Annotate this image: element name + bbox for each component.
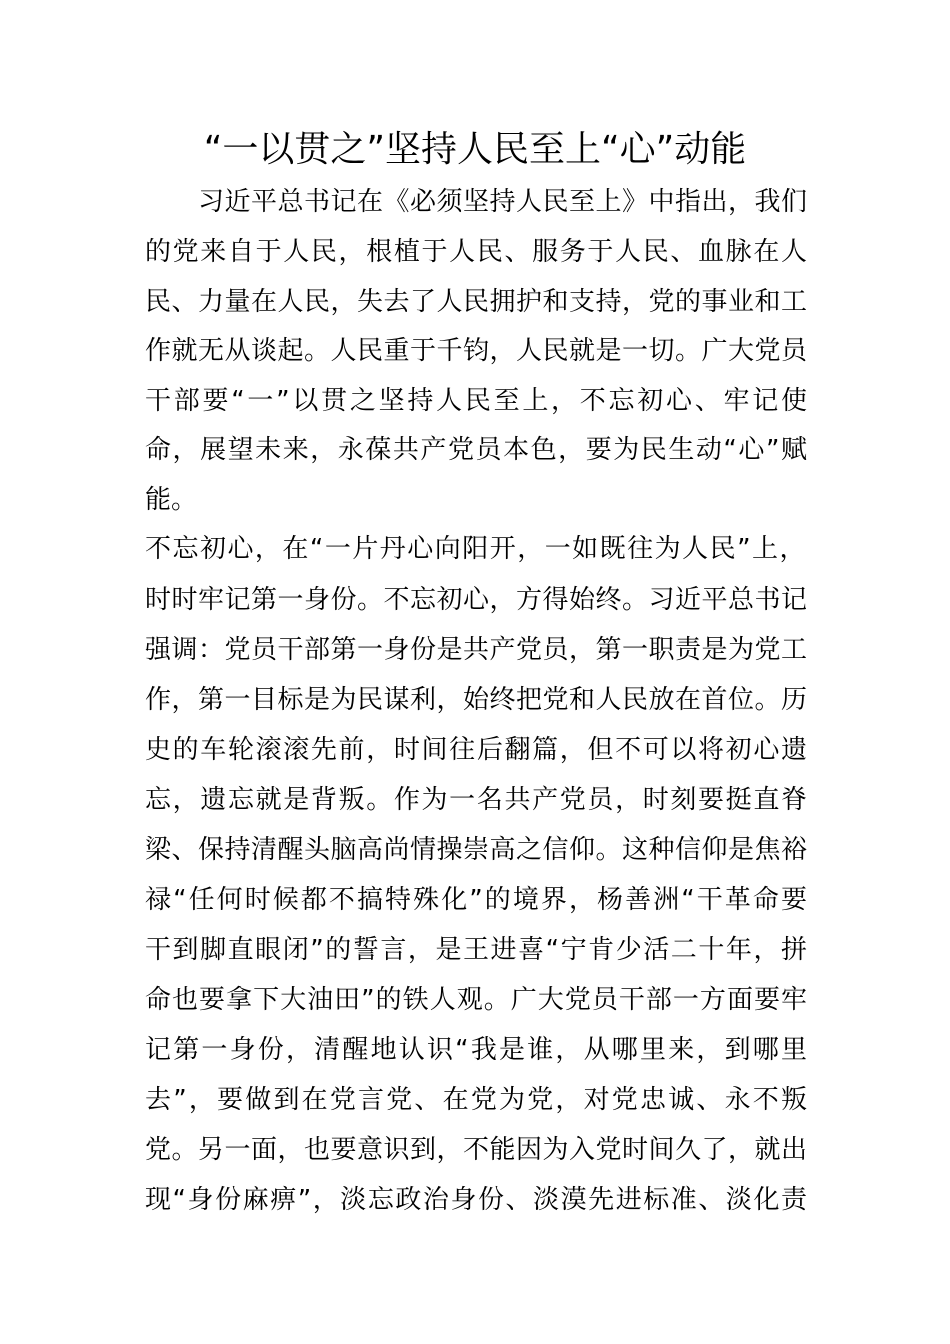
body-text-line: 时时牢记第一身份。不忘初心，方得始终。习近平总书记 (145, 585, 808, 615)
body-text-line: 去”，要做到在党言党、在党为党，对党忠诚、永不叛 (145, 1085, 810, 1115)
body-text-line: 干部要“一”以贯之坚持人民至上，不忘初心、牢记使 (145, 386, 810, 416)
body-text-line: 强调：党员干部第一身份是共产党员，第一职责是为党工 (145, 635, 808, 665)
body-text-line: 史的车轮滚滚先前，时间往后翻篇，但不可以将初心遗 (145, 735, 809, 765)
body-text-line: 习近平总书记在《必须坚持人民至上》中指出，我们 (145, 187, 808, 217)
body-text-line: 作就无从谈起。人民重于千钧，人民就是一切。广大党员 (145, 336, 808, 366)
body-text-line: 党。另一面，也要意识到，不能因为入党时间久了，就出 (145, 1135, 808, 1165)
body-text-line: 现“身份麻痹”，淡忘政治身份、淡漠先进标准、淡化责 (145, 1185, 809, 1215)
body-text-line: 干到脚直眼闭”的誓言，是王进喜“宁肯少活二十年，拼 (145, 935, 809, 965)
body-text-line: 命也要拿下大油田”的铁人观。广大党员干部一方面要牢 (145, 985, 809, 1015)
body-text-line: 作，第一目标是为民谋利，始终把党和人民放在首位。历 (145, 685, 808, 715)
body-text-line: 梁、保持清醒头脑高尚情操崇高之信仰。这种信仰是焦裕 (145, 835, 808, 865)
body-text-line: 记第一身份，清醒地认识“我是谁，从哪里来，到哪里 (145, 1035, 810, 1065)
body-text-line: 禄“任何时候都不搞特殊化”的境界，杨善洲“干革命要 (145, 885, 810, 915)
body-text-line: 民、力量在人民，失去了人民拥护和支持，党的事业和工 (145, 287, 808, 317)
body-text-line: 命，展望未来，永葆共产党员本色，要为民生动“心”赋 (145, 435, 809, 465)
body-text-line: 能。 (145, 485, 198, 515)
body-text-line: 的党来自于人民，根植于人民、服务于人民、血脉在人 (145, 237, 809, 267)
body-text-line: 不忘初心，在“一片丹心向阳开，一如既往为人民”上， (145, 534, 807, 564)
document-title: “一以贯之”坚持人民至上“心”动能 (203, 129, 747, 170)
body-text-line: 忘，遗忘就是背叛。作为一名共产党员，时刻要挺直脊 (145, 785, 809, 815)
